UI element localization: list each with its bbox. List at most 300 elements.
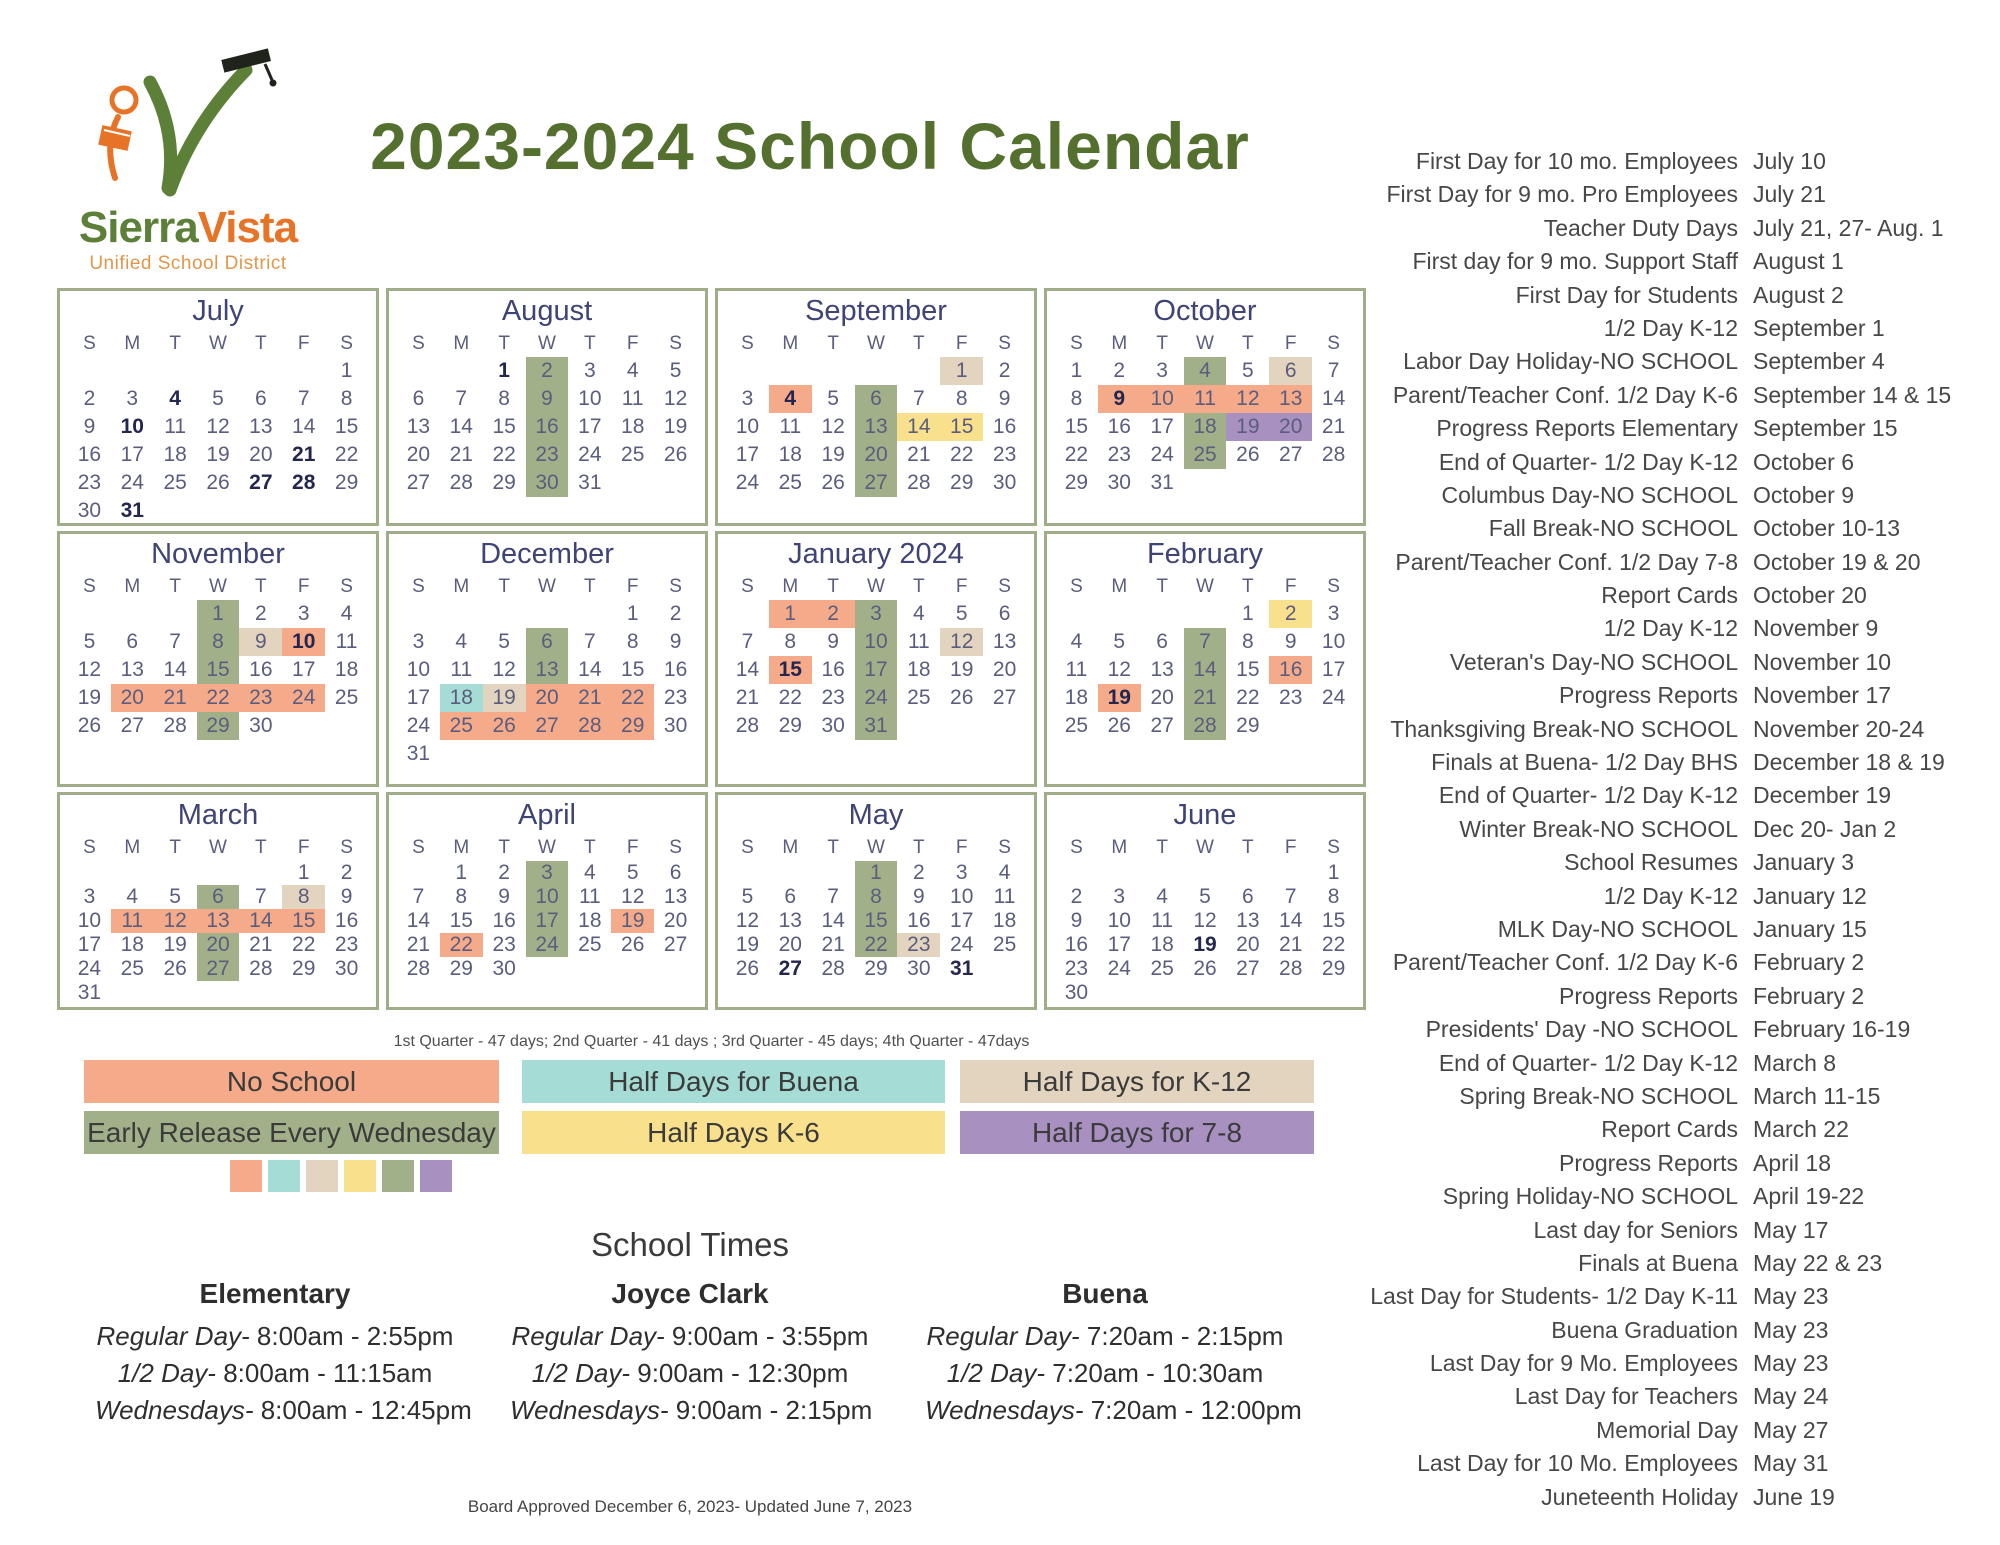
- day-cell: 26: [735, 957, 760, 980]
- day-cell: 1: [197, 600, 240, 628]
- day-cell: [1184, 981, 1227, 1005]
- event-date: January 3: [1753, 849, 1855, 876]
- day-cell: 3: [955, 861, 968, 884]
- weekday-header-february: [1055, 574, 1355, 600]
- person-head: [112, 88, 136, 112]
- time-value: 9:00am - 2:15pm: [668, 1395, 873, 1425]
- day-cell: 19: [1193, 933, 1217, 956]
- day-cell: [282, 357, 325, 385]
- day-cell: 2: [340, 861, 353, 884]
- time-row: [925, 1392, 1302, 1429]
- district-name-orange: Vista: [197, 203, 298, 252]
- day-cell: 2: [669, 602, 682, 625]
- legend-swatch-noschool: [230, 1160, 262, 1192]
- month-february: [1044, 531, 1366, 787]
- day-cell: 4: [913, 602, 925, 625]
- weekday-letter: T: [913, 576, 925, 597]
- month-title-april: April: [517, 799, 576, 831]
- day-cell: 23: [663, 686, 688, 709]
- time-value: 9:00am - 3:55pm: [664, 1321, 869, 1351]
- weekday-letter: S: [998, 333, 1011, 354]
- day-cell: 31: [77, 981, 102, 1004]
- board-approval-note: Board Approved December 6, 2023- Updated June 7, 2023: [467, 1497, 913, 1516]
- day-cell: 1: [1327, 861, 1340, 884]
- day-cell: 12: [1226, 385, 1269, 413]
- day-cell: 13: [526, 656, 569, 684]
- weekday-letter: F: [1284, 333, 1297, 354]
- day-cell: 19: [483, 684, 526, 712]
- day-grid-april: [397, 861, 697, 981]
- day-cell: 17: [1150, 415, 1174, 438]
- day-cell: [855, 357, 898, 385]
- calendar-grid: [57, 288, 1366, 1010]
- event-label: Winter Break-NO SCHOOL: [1459, 815, 1738, 842]
- weekday-letter: T: [913, 837, 925, 858]
- day-cell: 13: [406, 415, 431, 438]
- event-date: May 23: [1753, 1316, 1829, 1343]
- day-cell: 27: [855, 469, 898, 497]
- event-label: Memorial Day: [1596, 1416, 1738, 1443]
- weekday-header-march: [68, 835, 368, 861]
- day-cell: 19: [163, 933, 187, 956]
- month-june: [1044, 792, 1366, 1010]
- weekday-letter: S: [83, 837, 96, 858]
- day-cell: 10: [282, 628, 325, 656]
- weekday-letter: T: [169, 837, 181, 858]
- event-label: Last day for Seniors: [1533, 1216, 1738, 1243]
- legend-k6: Half Days K-6: [522, 1111, 945, 1154]
- day-cell: 11: [450, 658, 473, 681]
- day-cell: 23: [821, 686, 845, 709]
- day-cell: 7: [169, 630, 181, 653]
- event-label: End of Quarter- 1/2 Day K-12: [1438, 1049, 1738, 1076]
- day-cell: [611, 957, 654, 981]
- day-cell: 18: [1150, 933, 1174, 956]
- event-label: Finals at Buena: [1578, 1249, 1738, 1276]
- day-cell: 13: [855, 413, 898, 441]
- day-cell: 14: [406, 909, 431, 932]
- day-cell: 17: [77, 933, 102, 956]
- day-cell: 25: [778, 471, 802, 494]
- day-cell: [726, 600, 769, 628]
- day-cell: 15: [940, 413, 983, 441]
- day-cell: 14: [578, 658, 602, 681]
- day-cell: [812, 861, 855, 885]
- weekday-letter: M: [1111, 333, 1128, 354]
- event-date: October 6: [1753, 448, 1854, 475]
- day-cell: 25: [578, 933, 602, 956]
- day-cell: 12: [621, 885, 645, 908]
- school-times-columns: [95, 1278, 1302, 1429]
- school-times-heading: School Times: [590, 1226, 790, 1263]
- day-cell: 18: [1184, 413, 1227, 441]
- day-cell: 14: [292, 415, 316, 438]
- event-label: Thanksgiving Break-NO SCHOOL: [1390, 715, 1738, 742]
- day-cell: 8: [626, 630, 639, 653]
- day-cell: 21: [406, 933, 431, 956]
- day-cell: 3: [855, 600, 898, 628]
- day-cell: 24: [578, 443, 602, 466]
- day-cell: 10: [950, 885, 974, 908]
- day-cell: [111, 357, 154, 385]
- day-cell: [239, 981, 282, 1005]
- day-cell: 26: [163, 957, 187, 980]
- day-cell: 26: [1107, 714, 1131, 737]
- weekday-letter: M: [453, 576, 470, 597]
- event-date: May 23: [1753, 1350, 1829, 1377]
- weekday-header-august: [397, 331, 697, 357]
- weekday-letter: S: [741, 837, 754, 858]
- day-cell: 16: [663, 658, 688, 681]
- day-cell: 7: [1284, 885, 1297, 908]
- day-cell: 11: [164, 415, 187, 438]
- day-cell: [1141, 861, 1184, 885]
- day-cell: 20: [1269, 413, 1312, 441]
- event-label: Progress Reports: [1559, 1149, 1738, 1176]
- time-label: 1/2 Day-: [117, 1358, 216, 1388]
- day-cell: [397, 600, 440, 628]
- day-cell: 2: [526, 357, 569, 385]
- event-label: Veteran's Day-NO SCHOOL: [1449, 648, 1738, 675]
- day-cell: 3: [741, 387, 754, 410]
- day-cell: [483, 740, 526, 768]
- day-cell: 15: [621, 658, 645, 681]
- day-cell: 28: [907, 471, 931, 494]
- event-label: Progress Reports: [1559, 982, 1738, 1009]
- month-december: [386, 531, 708, 787]
- logo-leaf-right: [170, 70, 246, 190]
- day-cell: 14: [163, 658, 187, 681]
- day-cell: 15: [449, 909, 473, 932]
- day-cell: 21: [821, 933, 845, 956]
- day-cell: 10: [526, 885, 569, 909]
- event-label: Last Day for Teachers: [1514, 1383, 1738, 1410]
- weekday-header-october: [1055, 331, 1355, 357]
- day-cell: 6: [412, 387, 425, 410]
- day-cell: 26: [483, 712, 526, 740]
- day-cell: 21: [735, 686, 760, 709]
- day-grid-november: [68, 600, 368, 740]
- day-cell: 12: [663, 387, 688, 410]
- day-cell: 4: [126, 885, 139, 908]
- day-cell: 16: [1064, 933, 1089, 956]
- day-cell: 10: [77, 909, 102, 932]
- day-cell: 20: [855, 441, 898, 469]
- day-cell: 27: [1236, 957, 1260, 980]
- day-cell: 14: [1184, 656, 1227, 684]
- event-date: February 2: [1753, 982, 1865, 1009]
- day-cell: 22: [334, 443, 359, 466]
- event-date: March 8: [1753, 1049, 1837, 1076]
- day-grid-january-2024: [726, 600, 1026, 740]
- weekday-letter: S: [1070, 576, 1083, 597]
- month-title-february: February: [1146, 538, 1264, 570]
- day-cell: 3: [1327, 602, 1340, 625]
- event-date: April 19-22: [1753, 1183, 1865, 1210]
- day-cell: 19: [611, 909, 654, 933]
- day-cell: 30: [334, 957, 359, 980]
- day-cell: 11: [1065, 658, 1088, 681]
- weekday-letter: W: [867, 837, 885, 858]
- day-cell: 28: [821, 957, 845, 980]
- day-cell: 6: [126, 630, 139, 653]
- day-cell: 7: [913, 387, 925, 410]
- day-cell: 17: [120, 443, 144, 466]
- day-cell: 22: [492, 443, 516, 466]
- day-cell: 9: [239, 628, 282, 656]
- weekday-letter: M: [124, 837, 141, 858]
- day-cell: [239, 497, 282, 525]
- day-cell: 2: [1113, 359, 1126, 382]
- weekday-letter: T: [584, 837, 596, 858]
- day-cell: 9: [83, 415, 96, 438]
- day-cell: 21: [154, 684, 197, 712]
- weekday-letter: M: [782, 576, 799, 597]
- weekday-letter: F: [1284, 837, 1297, 858]
- day-cell: 29: [449, 957, 473, 980]
- time-row: [95, 1392, 472, 1429]
- day-cell: [526, 957, 569, 981]
- day-cell: 1: [940, 357, 983, 385]
- day-cell: 9: [340, 885, 353, 908]
- day-cell: 10: [578, 387, 602, 410]
- weekday-letter: F: [297, 837, 310, 858]
- day-cell: 13: [663, 885, 688, 908]
- event-label: 1/2 Day K-12: [1603, 882, 1738, 909]
- weekday-header-july: [68, 331, 368, 357]
- district-logo: [58, 38, 318, 275]
- day-cell: [397, 861, 440, 885]
- weekday-letter: F: [955, 333, 968, 354]
- day-cell: 12: [940, 628, 983, 656]
- day-cell: 2: [1070, 885, 1083, 908]
- day-cell: 24: [950, 933, 974, 956]
- event-date: July 21, 27- Aug. 1: [1753, 214, 1944, 241]
- time-row: [925, 1355, 1285, 1392]
- day-cell: 14: [1279, 909, 1303, 932]
- day-cell: 28: [292, 471, 316, 494]
- weekday-letter: S: [998, 837, 1011, 858]
- day-cell: 26: [77, 714, 102, 737]
- event-label: Teacher Duty Days: [1543, 214, 1738, 241]
- day-cell: 16: [992, 415, 1017, 438]
- day-cell: [68, 600, 111, 628]
- day-cell: 20: [778, 933, 802, 956]
- day-cell: 20: [406, 443, 431, 466]
- day-cell: 18: [440, 684, 483, 712]
- day-cell: 21: [292, 443, 316, 466]
- day-cell: [397, 357, 440, 385]
- day-cell: 24: [282, 684, 325, 712]
- day-cell: 20: [663, 909, 688, 932]
- month-september: [715, 288, 1037, 526]
- day-cell: 22: [1321, 933, 1346, 956]
- day-cell: 25: [992, 933, 1017, 956]
- day-cell: 11: [1151, 909, 1174, 932]
- weekday-letter: S: [1327, 333, 1340, 354]
- day-cell: [325, 497, 368, 525]
- day-cell: 13: [1150, 658, 1174, 681]
- time-label: 1/2 Day-: [531, 1358, 631, 1388]
- weekday-letter: M: [453, 333, 470, 354]
- school-name-elementary: Elementary: [199, 1278, 351, 1309]
- day-cell: 12: [77, 658, 102, 681]
- day-cell: 19: [735, 933, 760, 956]
- day-cell: 6: [1242, 885, 1254, 908]
- weekday-header-june: [1055, 835, 1355, 861]
- weekday-letter: F: [626, 576, 639, 597]
- day-cell: 2: [913, 861, 925, 884]
- day-cell: [1226, 981, 1269, 1005]
- district-subtitle: Unified School District: [89, 253, 287, 274]
- day-cell: 28: [1279, 957, 1303, 980]
- day-cell: 8: [498, 387, 510, 410]
- event-label: Fall Break-NO SCHOOL: [1488, 515, 1738, 542]
- school-name-joyce-clark: Joyce Clark: [611, 1278, 769, 1309]
- event-label: Juneteenth Holiday: [1541, 1483, 1738, 1510]
- district-name-green: Sierra: [78, 203, 198, 252]
- day-cell: 22: [778, 686, 802, 709]
- time-value: 7:20am - 2:15pm: [1079, 1321, 1284, 1351]
- day-cell: 30: [907, 957, 931, 980]
- day-cell: 23: [77, 471, 102, 494]
- day-cell: 19: [206, 443, 230, 466]
- event-label: Buena Graduation: [1551, 1316, 1738, 1343]
- day-cell: [654, 957, 697, 981]
- day-cell: 24: [77, 957, 102, 980]
- day-cell: 12: [821, 415, 845, 438]
- legend-swatch-k12: [306, 1160, 338, 1192]
- day-cell: 28: [1184, 712, 1227, 740]
- day-cell: 12: [206, 415, 230, 438]
- weekday-letter: T: [584, 333, 596, 354]
- day-cell: 14: [821, 909, 845, 932]
- event-label: Parent/Teacher Conf. 1/2 Day 7-8: [1395, 548, 1738, 575]
- event-date: May 27: [1753, 1416, 1829, 1443]
- day-cell: 27: [992, 686, 1017, 709]
- day-cell: 11: [578, 885, 601, 908]
- event-date: December 18 & 19: [1753, 749, 1945, 776]
- day-cell: 16: [1269, 656, 1312, 684]
- day-cell: 19: [950, 658, 974, 681]
- day-cell: 3: [1156, 359, 1168, 382]
- weekday-letter: S: [340, 837, 353, 858]
- event-date: January 12: [1753, 882, 1867, 909]
- day-cell: [726, 861, 769, 885]
- day-cell: 27: [120, 714, 144, 737]
- time-row: [510, 1318, 870, 1355]
- day-cell: 23: [1107, 443, 1131, 466]
- event-label: Last Day for Students- 1/2 Day K-11: [1370, 1283, 1738, 1310]
- day-cell: 16: [821, 658, 845, 681]
- event-label: Parent/Teacher Conf. 1/2 Day K-6: [1392, 381, 1738, 408]
- day-cell: 20: [1236, 933, 1260, 956]
- day-cell: [239, 357, 282, 385]
- day-cell: [568, 600, 611, 628]
- day-cell: 29: [864, 957, 888, 980]
- day-cell: 1: [769, 600, 812, 628]
- day-cell: 11: [1184, 385, 1227, 413]
- day-cell: [1141, 600, 1184, 628]
- day-cell: 10: [1321, 630, 1346, 653]
- day-cell: 11: [111, 909, 154, 933]
- day-cell: 20: [111, 684, 154, 712]
- book-icon: [98, 125, 132, 151]
- day-cell: 5: [1242, 359, 1254, 382]
- weekday-letter: S: [340, 576, 353, 597]
- event-date: March 11-15: [1753, 1082, 1881, 1109]
- event-date: December 19: [1753, 782, 1892, 809]
- day-cell: [1098, 600, 1141, 628]
- weekday-letter: W: [538, 333, 556, 354]
- event-date: Dec 20- Jan 2: [1753, 815, 1897, 842]
- day-cell: 1: [455, 861, 468, 884]
- day-cell: 18: [621, 415, 645, 438]
- day-cell: 28: [568, 712, 611, 740]
- time-value: 9:00am - 12:30pm: [630, 1358, 849, 1388]
- weekday-letter: S: [669, 576, 682, 597]
- day-cell: 2: [83, 387, 96, 410]
- weekday-letter: W: [867, 576, 885, 597]
- day-cell: [197, 357, 240, 385]
- time-value: 7:20am - 12:00pm: [1083, 1395, 1302, 1425]
- day-cell: [1098, 981, 1141, 1005]
- weekday-letter: S: [1327, 576, 1340, 597]
- weekday-letter: F: [626, 837, 639, 858]
- day-cell: 14: [735, 658, 760, 681]
- day-cell: [239, 861, 282, 885]
- event-label: 1/2 Day K-12: [1603, 615, 1738, 642]
- day-cell: 21: [1184, 684, 1227, 712]
- day-cell: 30: [492, 957, 516, 980]
- month-title-december: December: [480, 538, 614, 570]
- day-cell: 6: [1269, 357, 1312, 385]
- day-cell: 11: [907, 630, 930, 653]
- weekday-letter: T: [1156, 576, 1168, 597]
- day-cell: 3: [297, 602, 310, 625]
- day-cell: 25: [163, 471, 187, 494]
- day-cell: 16: [907, 909, 931, 932]
- weekday-letter: T: [827, 333, 839, 354]
- day-cell: 7: [741, 630, 754, 653]
- day-cell: 16: [526, 413, 569, 441]
- day-cell: 10: [1141, 385, 1184, 413]
- time-label: Wednesdays-: [510, 1395, 669, 1425]
- day-cell: 4: [998, 861, 1011, 884]
- day-cell: 18: [578, 909, 602, 932]
- day-cell: 5: [169, 885, 181, 908]
- day-cell: [154, 861, 197, 885]
- day-cell: 26: [621, 933, 645, 956]
- day-cell: 10: [406, 658, 431, 681]
- day-cell: 7: [297, 387, 310, 410]
- weekday-letter: S: [1070, 837, 1083, 858]
- day-cell: 19: [77, 686, 102, 709]
- event-label: Parent/Teacher Conf. 1/2 Day K-6: [1392, 949, 1738, 976]
- legend-buena: Half Days for Buena: [522, 1060, 945, 1103]
- day-cell: 29: [1064, 471, 1089, 494]
- day-cell: [1098, 861, 1141, 885]
- month-october: [1044, 288, 1366, 526]
- day-cell: 22: [197, 684, 240, 712]
- cap-tassel: [265, 64, 272, 80]
- weekday-letter: W: [1196, 837, 1214, 858]
- day-cell: 14: [1321, 387, 1346, 410]
- month-title-october: October: [1153, 295, 1257, 327]
- month-november: [57, 531, 379, 787]
- day-cell: 4: [340, 602, 353, 625]
- cap-tassel-end: [270, 80, 277, 87]
